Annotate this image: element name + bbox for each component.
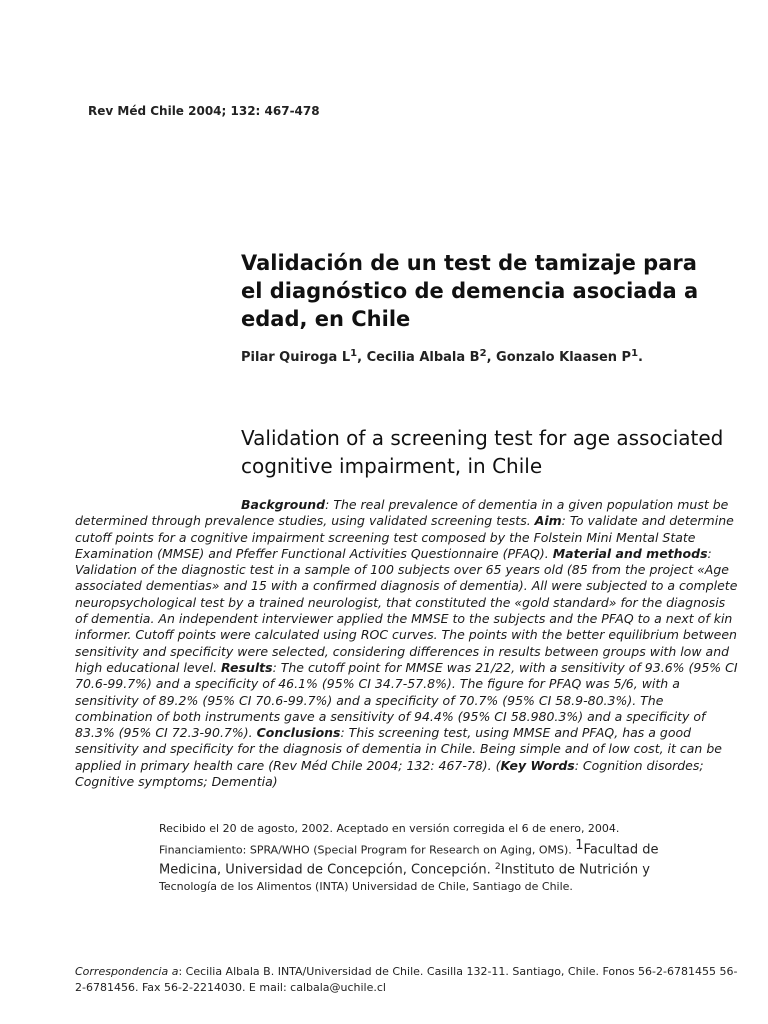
affiliation-mark: 1 [575, 837, 584, 853]
abstract-text-results: : The cutoff point for MMSE was 21/22, with a sensitivity of 93.6% (95% CI 70.6-99.7%) and a specificity of 46.1% (95% CI 34.7-57.8%). The figure for PFAQ was 5/6, with a sensitivity of 89.2% (95% CI 70.6-99.7%) and a specificity of 70.7% (95% CI 58.9-80.3%). The combination of both instruments gave a sensitivity of 94.4% (95% CI 58.980.3%) and a specificity of 83.3% (95% CI 72.3-90.7%). [75, 659, 738, 741]
author-affiliation-mark: 1 [631, 348, 639, 359]
author-affiliation-mark: 2 [479, 348, 487, 359]
abstract-text-conclusions: : This screening test, using MMSE and PFAQ, has a good sensitivity and specificity for the diagnosis of dementia in Chile. Being simple and of low cost, it can be applied in primary health care (Rev Méd Chile 2004; 132: 467-78). ( [75, 725, 722, 773]
author-name: Gonzalo Klaasen P [496, 350, 632, 365]
abstract-label-results: Results [221, 659, 273, 675]
publication-notes [159, 821, 719, 895]
abstract-text-keywords: : Cognition disordes; Cognitive symptoms; Dementia) [75, 757, 704, 790]
affiliation-mark: 2 [494, 860, 501, 872]
funding-affiliations [159, 838, 719, 896]
author-separator: , [357, 350, 367, 365]
journal-reference: Rev Méd Chile 2004; 132: 467-478 [88, 104, 320, 118]
author-name: Pilar Quiroga L [241, 350, 351, 365]
correspondence-text: : Cecilia Albala B. INTA/Universidad de Chile. Casilla 132-11. Santiago, Chile. Fonos 56-2-6781455 56-2-6781456. Fax 56-2-2214030. E mail: calbala@uchile.cl [75, 965, 738, 994]
abstract-text-background: : The real prevalence of dementia in a given population must be determined through prevalence studies, using validated screening tests. [75, 497, 729, 529]
abstract-label-conclusions: Conclusions [256, 725, 341, 741]
abstract-text-methods: : Validation of the diagnostic test in a sample of 100 subjects over 65 years old (85 from the project «Age associated dementias» and 15 with a confirmed diagnosis of dementia). All were subjected to a complete neuropsychological test by a trained neurologist, that constituted the «gold standard» for the diagnosis of dementia. An independent interviewer applied the MMSE to the subjects and the PFAQ to a next of kin informer. Cutoff points were calculated using ROC curves. The points with the better equilibrium between sensitivity and specificity were selected, considering differences in results between groups with low and high educational level. [75, 545, 738, 675]
article-title-english: Validation of a screening test for age associated cognitive impairment, in Chile [241, 426, 724, 478]
author-affiliation-mark: 1 [350, 348, 358, 359]
abstract-text-aim: : To validate and determine cutoff points for a cognitive impairment screening test composed by the Folstein Mini Mental State Examination (MMSE) and Pfeffer Functional Activities Questionnaire (PFAQ). [75, 513, 734, 561]
article-title-spanish: Validación de un test de tamizaje para el diagnóstico de demencia asociada a edad, en Chile [241, 251, 699, 331]
correspondence-label: Correspondencia a [75, 965, 179, 978]
abstract-label-keywords: Key Words [500, 757, 575, 773]
author-list [241, 350, 643, 365]
affiliation-2-start: Instituto de Nutrición y [500, 862, 650, 878]
correspondence [75, 964, 743, 996]
affiliation-2-rest: Tecnología de los Alimentos (INTA) Universidad de Chile, Santiago de Chile. [159, 879, 573, 893]
abstract [75, 497, 739, 790]
abstract-label-background: Background [241, 497, 326, 512]
affiliation-1: Facultad de Medicina, Universidad de Concepción, Concepción. [159, 842, 659, 878]
received-date: Recibido el 20 de agosto, 2002. Aceptado en versión corregida el 6 de enero, 2004. [159, 822, 620, 835]
author-name: Cecilia Albala B [366, 350, 480, 365]
author-separator: , [486, 350, 497, 365]
funding-text: Financiamiento: SPRA/WHO (Special Program for Research on Aging, OMS). [159, 843, 576, 857]
abstract-label-methods: Material and methods [552, 545, 708, 561]
abstract-label-aim: Aim [534, 513, 562, 529]
author-separator: . [638, 350, 643, 365]
